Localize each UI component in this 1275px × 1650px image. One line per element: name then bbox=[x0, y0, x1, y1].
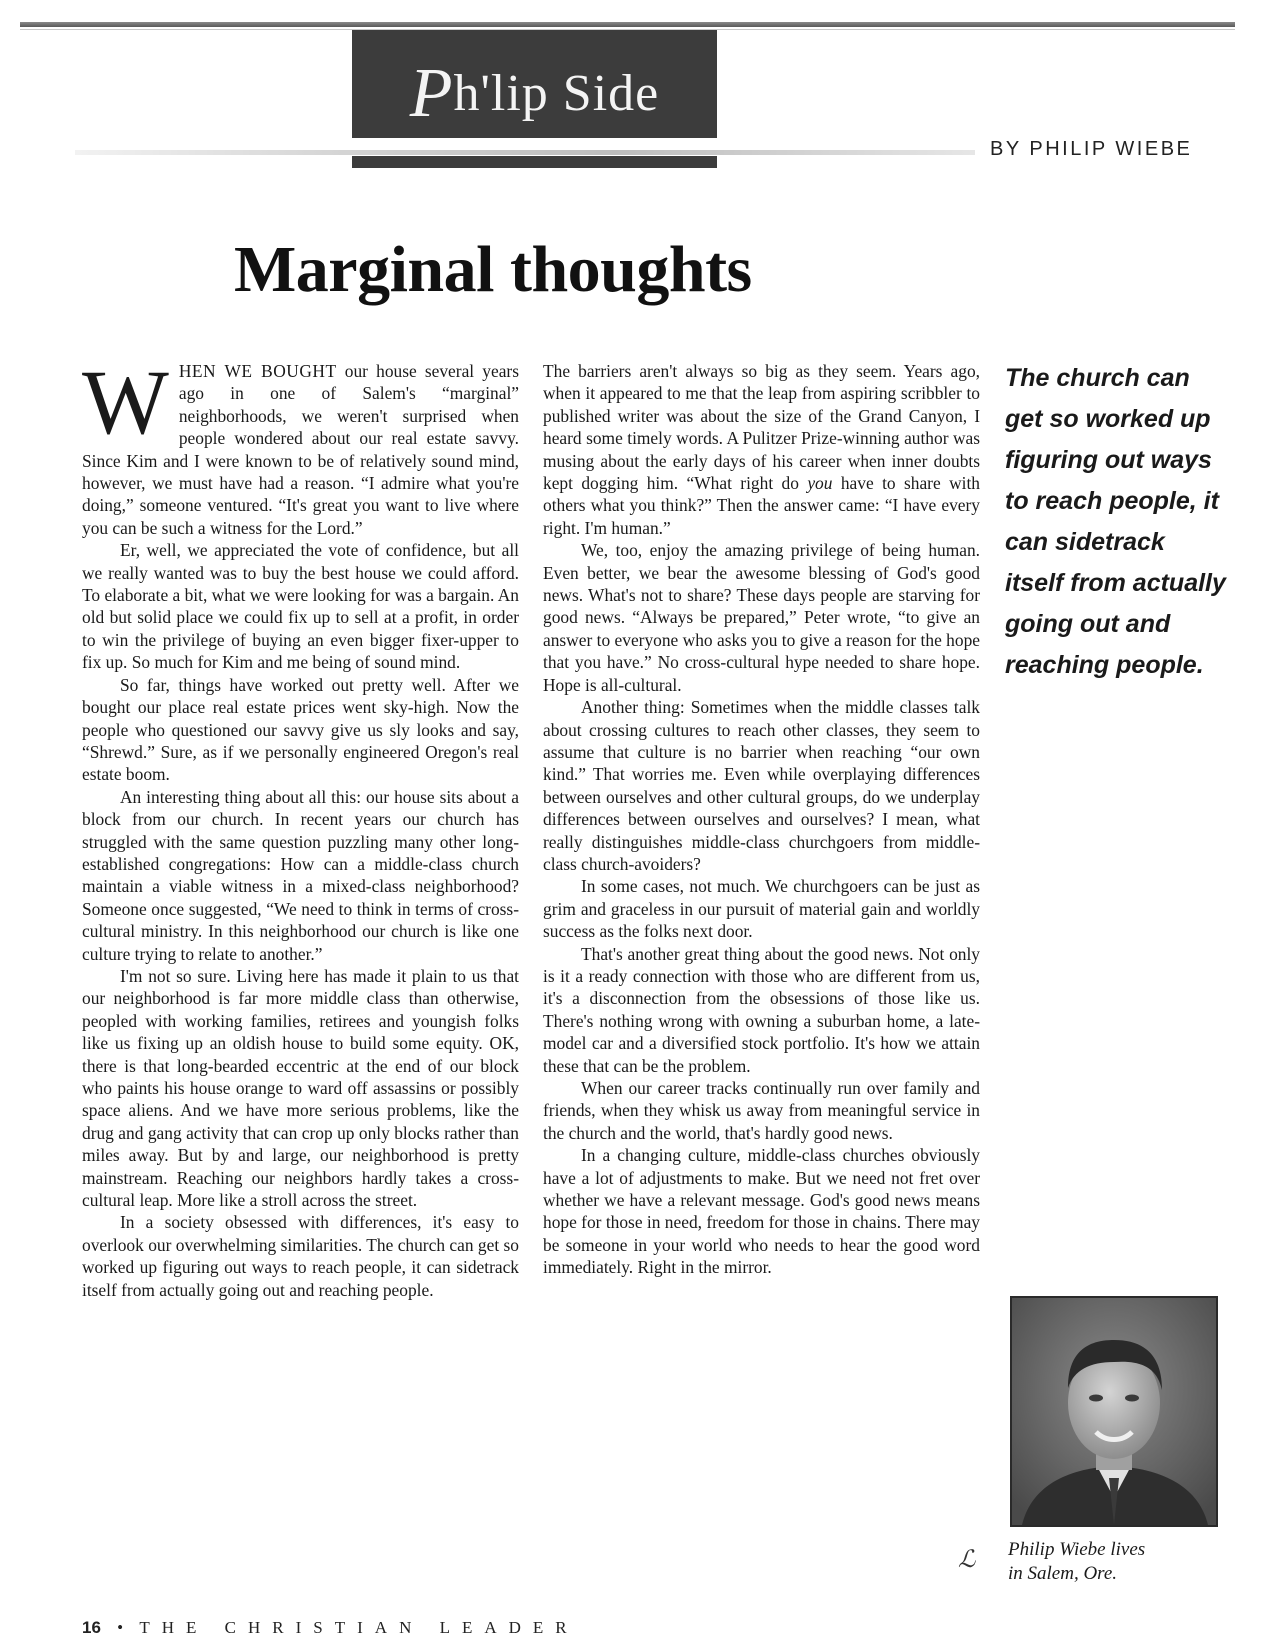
footer-bullet: • bbox=[117, 1618, 124, 1637]
paragraph: Er, well, we appreciated the vote of confidence, but all we really wanted was to buy the best house we could afford. To elaborate a bit, what we were looking for was a bargain. An old but solid place we could fix up to sell at a profit, in order to win the privilege of buying an even bigger fixer-upper to fix up. So much for Kim and me being of sound mind. bbox=[82, 540, 519, 673]
author-portrait-image bbox=[1012, 1298, 1216, 1525]
paragraph: We, too, enjoy the amazing privilege of being human. Even better, we bear the awesome blessing of God's good news. What's not to share? These days people are starving for good news. “Always be prepared,” Peter wrote, “to give an answer to everyone who asks you to give a reason for the hope that you have.” No cross-cultural hype needed to share hope. Hope is all-cultural. bbox=[543, 540, 980, 695]
paragraph: In some cases, not much. We churchgoers can be just as grim and graceless in our pursuit of material gain and worldly success as the folks next door. bbox=[543, 876, 980, 942]
paragraph: In a society obsessed with differences, it's easy to overlook our overwhelming similarities. The church can get so worked up figuring out ways to reach people, it can sidetrack itself from actually going out and reaching people. bbox=[82, 1212, 519, 1300]
header-rule bbox=[75, 150, 975, 155]
pull-quote: The church can get so worked up figuring out ways to reach people, it can sidetrack itself from actually going out and reaching people. bbox=[1005, 364, 1226, 679]
page-footer bbox=[82, 1618, 579, 1638]
paragraph: In a changing culture, middle-class churches obviously have a lot of adjustments to make. But we need not fret over whether we have a relevant message. God's good news means hope for those in need, freedom for those in chains. There may be someone in your world who needs to hear the good word immediately. Right in the mirror. bbox=[543, 1145, 980, 1278]
caption-line: in Salem, Ore. bbox=[1008, 1563, 1118, 1584]
photo-caption bbox=[1008, 1538, 1223, 1586]
emphasis: you bbox=[807, 473, 833, 494]
paragraph bbox=[543, 360, 980, 539]
paragraph: When our career tracks continually run over family and friends, when they whisk us away from meaningful service in the church and the world, that's hardly good news. bbox=[543, 1078, 980, 1143]
paragraph-lead bbox=[82, 351, 519, 539]
article-column-middle bbox=[543, 360, 980, 1279]
masthead-underbar bbox=[352, 156, 717, 168]
paragraph: That's another great thing about the good news. Not only is it a ready connection with those who are different from us, it's a disconnection from the obsessions of those like us. There's nothing wrong with owning a suburban home, a late-model car and a diversified stock portfolio. It's how we attain these that can be the problem. bbox=[543, 943, 980, 1076]
paragraph-text: “What right do bbox=[678, 473, 808, 494]
paragraph-text: have to share with others what you think?” Then the answer came: “I have every right. I'm human.” bbox=[543, 473, 980, 538]
paragraph: I'm not so sure. Living here has made it plain to us that our neighborhood is far more middle class than otherwise, peopled with working families, retirees and youngish folks like us fixing up an oldish house to build some equity. OK, there is that long-bearded eccentric at the end of our block who paints his house orange to ward off assassins or possibly space aliens. And we have more serious problems, like the drug and gang activity that can crop up only blocks rather than miles away. But by and large, our neighborhood is pretty mainstream. Reaching our neighbors hardly takes a cross-cultural leap. More like a stroll across the street. bbox=[82, 965, 519, 1211]
paragraph: So far, things have worked out pretty well. After we bought our place real estate prices went sky-high. Now the people who questioned our savvy give us sly looks and say, “Shrewd.” Sure, as if we personally engineered Oregon's real estate boom. bbox=[82, 674, 519, 785]
drop-cap: W bbox=[82, 351, 169, 453]
column-masthead bbox=[352, 30, 717, 138]
article-column-left bbox=[82, 351, 519, 1301]
end-mark-icon: ℒ bbox=[958, 1547, 976, 1573]
paragraph: Another thing: Sometimes when the middle classes talk about crossing cultures to reach other classes, they seem to assume that culture is no barrier when reaching “our own kind.” That worries me. Even while overplaying differences between ourselves and other cultural groups, do we underplay differences between ourselves and ourselves? I mean, what really distinguishes middle-class churchgoers from middle-class church-avoiders? bbox=[543, 697, 980, 874]
paragraph-lead-text: our house several years ago in one of Salem's “marginal” neighborhoods, we weren't surprised when people wondered about our real estate savvy. Since Kim and I were known to be of relatively sound mind, however, we must have had a reason. “I admire what you're doing,” someone ventured. “It's great you want to live where you can be such a witness for the Lord.” bbox=[82, 361, 519, 538]
masthead-title-text: h'lip Side bbox=[453, 65, 660, 122]
top-rule bbox=[20, 22, 1235, 27]
lead-caps: HEN WE BOUGHT bbox=[178, 361, 337, 381]
paragraph: An interesting thing about all this: our house sits about a block from our church. In recent years our church has struggled with the same question puzzling many other long-established congregations: How can a middle-class church maintain a viable witness in a mixed-class neighborhood? Someone once suggested, “We need to think in terms of cross-cultural ministry. In this neighborhood our church is like one culture trying to relate to another.” bbox=[82, 786, 519, 964]
caption-line: Philip Wiebe lives bbox=[1008, 1539, 1146, 1560]
publication-name: THE CHRISTIAN LEADER bbox=[139, 1618, 579, 1637]
byline: BY PHILIP WIEBE bbox=[990, 138, 1193, 160]
headline: Marginal thoughts bbox=[234, 233, 752, 306]
author-photo bbox=[1010, 1296, 1218, 1527]
masthead-title bbox=[352, 54, 717, 134]
paragraph-text: The barriers aren't always so big as they seem. Years ago, when it appeared to me that the leap from aspiring scribbler to published writer was about the size of the Grand Canyon, I heard some timely words. A Pulitzer Prize-winning author was musing about the early days of his career when inner doubts kept dogging him. bbox=[543, 361, 980, 494]
masthead-swash-letter: P bbox=[409, 55, 454, 132]
page-number: 16 bbox=[82, 1618, 101, 1637]
